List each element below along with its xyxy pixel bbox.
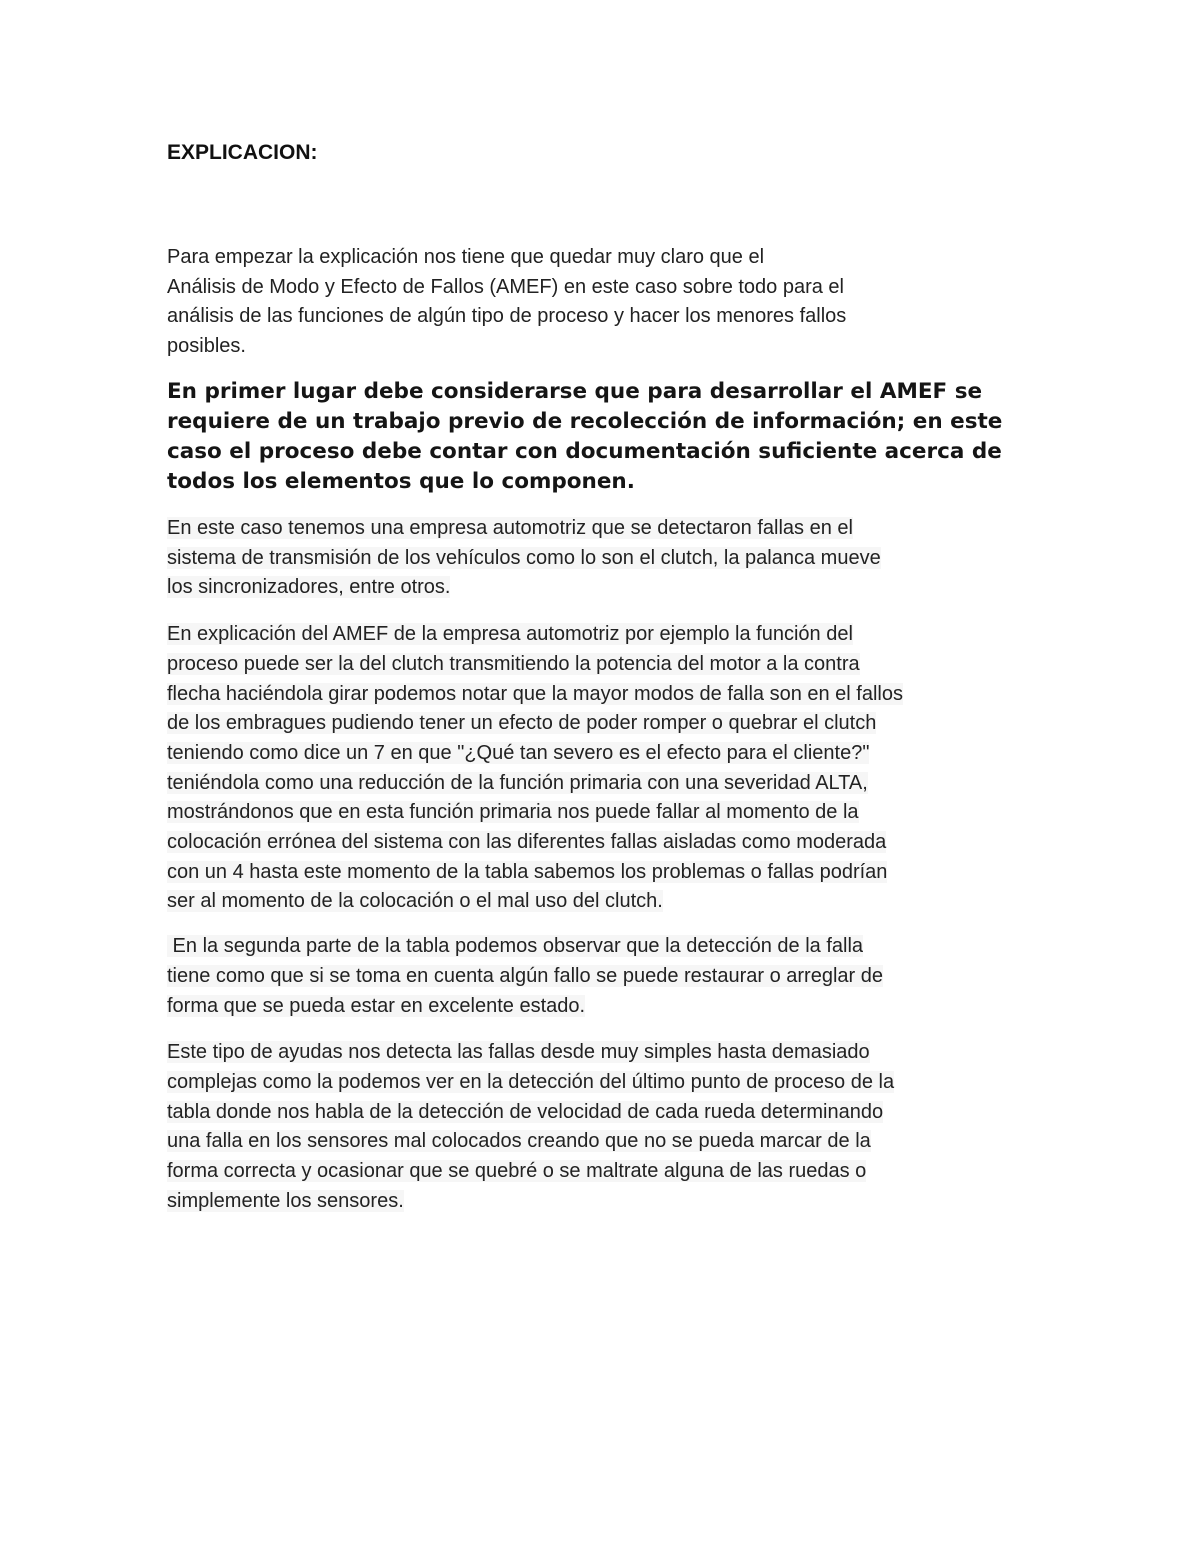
text-line: En la segunda parte de la tabla podemos observar que la detección de la falla bbox=[167, 935, 864, 958]
text-line: sistema de transmisión de los vehículos como lo son el clutch, la palanca mueve bbox=[167, 546, 881, 569]
paragraph-sensors bbox=[167, 1038, 1047, 1216]
text-line: simplemente los sensores. bbox=[167, 1189, 404, 1212]
text-line: todos los elementos que lo componen. bbox=[167, 469, 635, 494]
intro-paragraph bbox=[167, 243, 1047, 361]
paragraph-company-case bbox=[167, 514, 1047, 603]
text-line: posibles. bbox=[167, 334, 246, 357]
paragraph-amef-explanation bbox=[167, 620, 1047, 917]
text-line: Para empezar la explicación nos tiene que quedar muy claro que el bbox=[167, 246, 765, 268]
text-line: ser al momento de la colocación o el mal uso del clutch. bbox=[167, 890, 663, 913]
text-line: colocación errónea del sistema con las diferentes fallas aisladas como moderada bbox=[167, 831, 887, 854]
text-line: tabla donde nos habla de la detección de velocidad de cada rueda determinando bbox=[167, 1100, 884, 1123]
text-line: proceso puede ser la del clutch transmitiendo la potencia del motor a la contra bbox=[167, 652, 860, 675]
text-line: Este tipo de ayudas nos detecta las fallas desde muy simples hasta demasiado bbox=[167, 1041, 870, 1064]
text-line: En primer lugar debe considerarse que para desarrollar el AMEF se bbox=[167, 379, 983, 404]
text-line: de los embragues pudiendo tener un efecto de poder romper o quebrar el clutch bbox=[167, 712, 877, 735]
text-line: tiene como que si se toma en cuenta algún fallo se puede restaurar o arreglar de bbox=[167, 964, 883, 987]
text-line: En este caso tenemos una empresa automotriz que se detectaron fallas en el bbox=[167, 517, 853, 539]
emphasis-paragraph bbox=[167, 377, 1047, 497]
text-line: requiere de un trabajo previo de recolección de información; en este bbox=[167, 409, 1003, 434]
document-body bbox=[167, 139, 1047, 1216]
text-line: forma correcta y ocasionar que se quebré o se maltrate alguna de las ruedas o bbox=[167, 1160, 867, 1183]
paragraph-detection bbox=[167, 932, 1047, 1021]
text-line: una falla en los sensores mal colocados creando que no se pueda marcar de la bbox=[167, 1130, 871, 1153]
text-line: forma que se pueda estar en excelente estado. bbox=[167, 994, 586, 1017]
text-line: análisis de las funciones de algún tipo de proceso y hacer los menores fallos bbox=[167, 305, 847, 327]
text-line: caso el proceso debe contar con documentación suficiente acerca de bbox=[167, 439, 1002, 464]
text-line: En explicación del AMEF de la empresa automotriz por ejemplo la función del bbox=[167, 623, 853, 646]
text-line: complejas como la podemos ver en la detección del último punto de proceso de la bbox=[167, 1070, 895, 1093]
text-line: los sincronizadores, entre otros. bbox=[167, 576, 451, 599]
document-heading: EXPLICACION: bbox=[167, 141, 318, 164]
text-line: con un 4 hasta este momento de la tabla sabemos los problemas o fallas podrían bbox=[167, 860, 888, 883]
text-line: teniéndola como una reducción de la función primaria con una severidad ALTA, bbox=[167, 771, 868, 794]
text-line: flecha haciéndola girar podemos notar que la mayor modos de falla son en el fallos bbox=[167, 682, 903, 705]
text-line: Análisis de Modo y Efecto de Fallos (AMEF) en este caso sobre todo para el bbox=[167, 275, 845, 298]
text-line: mostrándonos que en esta función primaria nos puede fallar al momento de la bbox=[167, 801, 859, 824]
text-line: teniendo como dice un 7 en que "¿Qué tan severo es el efecto para el cliente?" bbox=[167, 741, 870, 764]
